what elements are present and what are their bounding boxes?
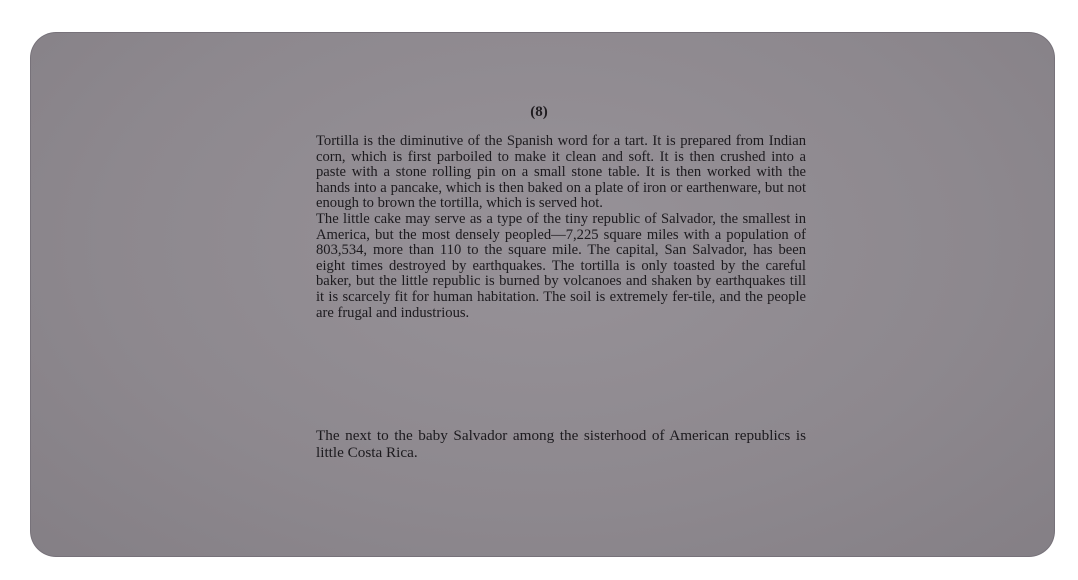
closing-text [316, 427, 806, 461]
paragraph-salvador: The little cake may serve as a type of the tiny republic of Salvador, the smallest in America, but the most densely peopled—7,225 square miles with a population of 803,534, more than 110 to the square mile. The capital, San Salvador, has been eight times destroyed by earthquakes. The tortilla is only toasted by the careful baker, but the little republic is burned by volcanoes and shaken by earthquakes till it is scarcely fit for human habitation. The soil is extremely fer-tile, and the people are frugal and industrious. [316, 210, 806, 321]
page-number: (8) [530, 104, 548, 120]
paragraph-closing: The next to the baby Salvador among the sisterhood of American republics is little Costa Rica. [316, 427, 806, 461]
paragraph-tortilla: Tortilla is the diminutive of the Spanish word for a tart. It is prepared from Indian corn, which is first parboiled to make it clean and soft. It is then crushed into a paste with a stone rolling pin on a small stone table. It is then worked with the hands into a pancake, which is then baked on a plate of iron or earthenware, but not enough to brown the tortilla, which is served hot. [316, 133, 806, 212]
description-text [316, 134, 806, 321]
